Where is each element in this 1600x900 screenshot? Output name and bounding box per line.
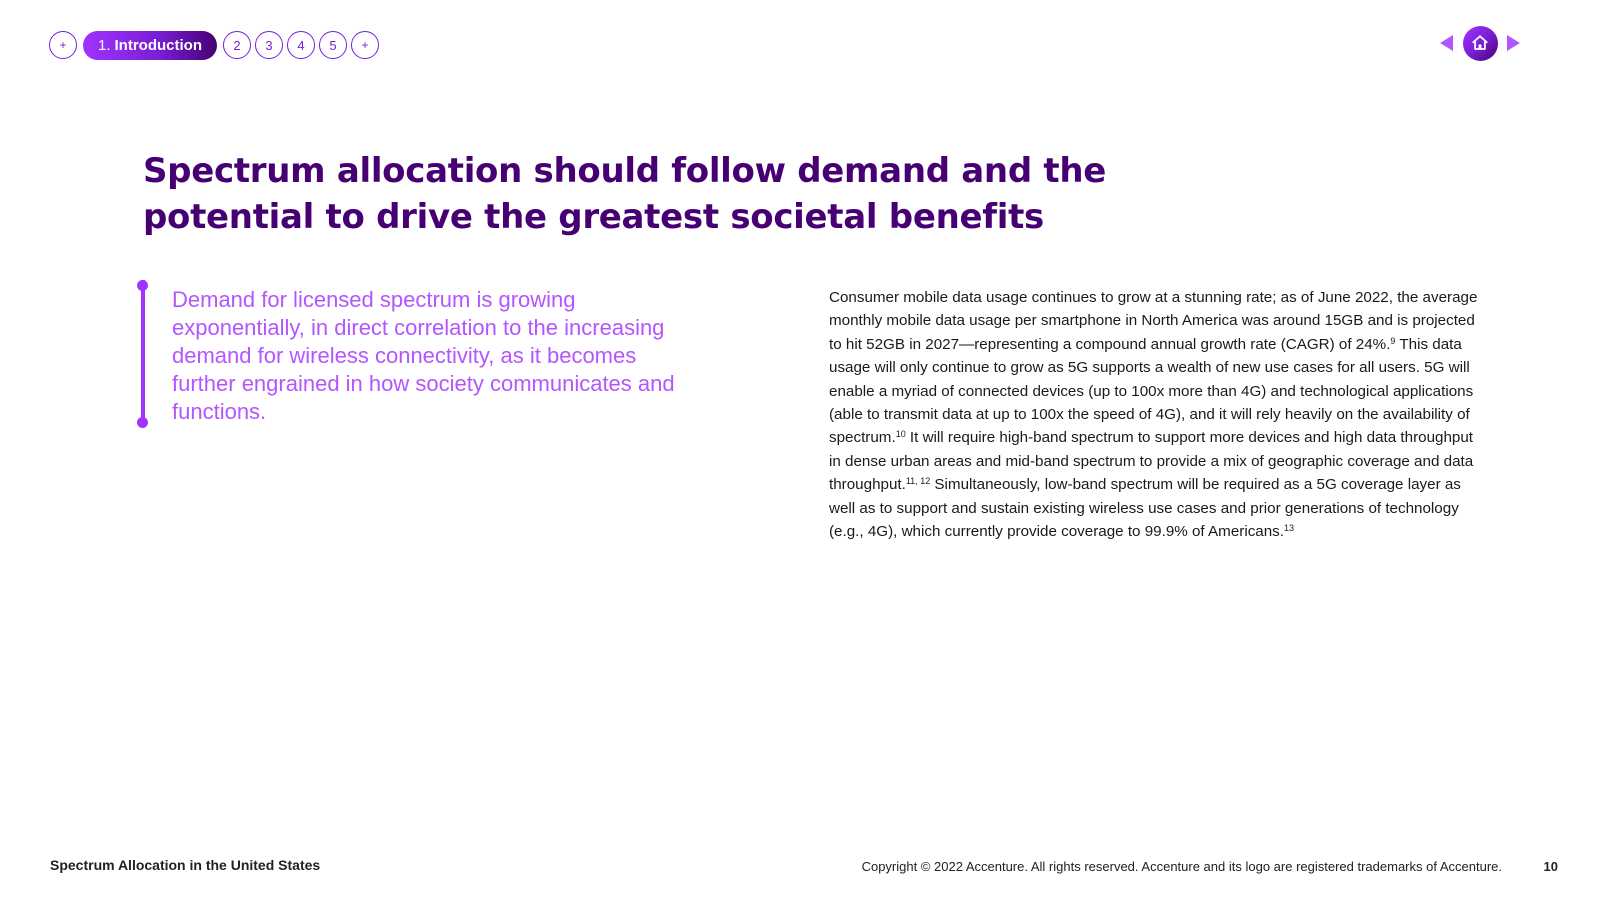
footnote-ref-13: 13	[1284, 523, 1295, 534]
nav-section-5-button[interactable]: 5	[319, 31, 347, 59]
quote-accent-dot-top	[137, 280, 148, 291]
footer-document-title: Spectrum Allocation in the United States	[50, 857, 321, 873]
nav-tab-number: 1.	[98, 36, 111, 54]
body-text-part-3: It will require high-band spectrum to support more devices and high data throughput in dense urban areas and mid-band spectrum to provide a mix of geographic coverage and data throughput.	[829, 429, 1474, 494]
home-icon	[1471, 34, 1489, 52]
nav-tab-label: Introduction	[114, 36, 202, 54]
quote-accent-dot-bottom	[137, 417, 148, 428]
triangle-left-icon[interactable]	[1440, 35, 1453, 51]
body-paragraph	[829, 286, 1479, 543]
body-text-part-4: Simultaneously, low-band spectrum will be required as a 5G coverage layer as well as to support and sustain existing wireless use cases and prior generations of technology (e.g., 4G), which currently provide coverage to 99.9% of Americans.	[829, 476, 1461, 541]
footnote-ref-11-12: 11, 12	[905, 476, 931, 487]
body-text-part-1: Consumer mobile data usage continues to grow at a stunning rate; as of June 2022, the average monthly mobile data usage per smartphone in North America was around 15GB and is projected to hit 52GB in 2027—representing a compound annual growth rate (CAGR) of 24%.	[829, 289, 1478, 353]
page-title-line-2: potential to drive the greatest societal benefits	[143, 197, 1044, 237]
footer-copyright: Copyright © 2022 Accenture. All rights reserved. Accenture and its logo are registered trademarks of Accenture.	[861, 859, 1502, 874]
nav-section-3-button[interactable]: 3	[255, 31, 283, 59]
triangle-right-icon[interactable]	[1507, 35, 1520, 51]
nav-section-4-button[interactable]: 4	[287, 31, 315, 59]
page-title-line-1: Spectrum allocation should follow demand and the	[143, 151, 1107, 191]
section-nav	[49, 30, 379, 60]
page-title	[143, 148, 1123, 240]
footnote-ref-9: 9	[1390, 335, 1396, 346]
footnote-ref-10: 10	[895, 429, 906, 440]
pull-quote: Demand for licensed spectrum is growing exponentially, in direct correlation to the increasing demand for wireless connectivity, as it becomes further engrained in how society communicates and functions.	[172, 287, 675, 424]
nav-tab-introduction[interactable]	[83, 31, 217, 60]
body-text-part-2: This data usage will only continue to grow as 5G supports a wealth of new use cases for all users. 5G will enable a myriad of connected devices (up to 100x more than 4G) and technological applications (able to transmit data at up to 100x the speed of 4G), and it will rely heavily on the availability of spectrum.	[829, 335, 1474, 447]
nav-prev-plus-button[interactable]: +	[49, 31, 77, 59]
home-button[interactable]	[1463, 26, 1498, 61]
nav-next-plus-button[interactable]: +	[351, 31, 379, 59]
nav-section-2-button[interactable]: 2	[223, 31, 251, 59]
page-number: 10	[1543, 859, 1558, 874]
home-controls	[1440, 25, 1520, 61]
quote-accent-bar	[141, 280, 145, 422]
